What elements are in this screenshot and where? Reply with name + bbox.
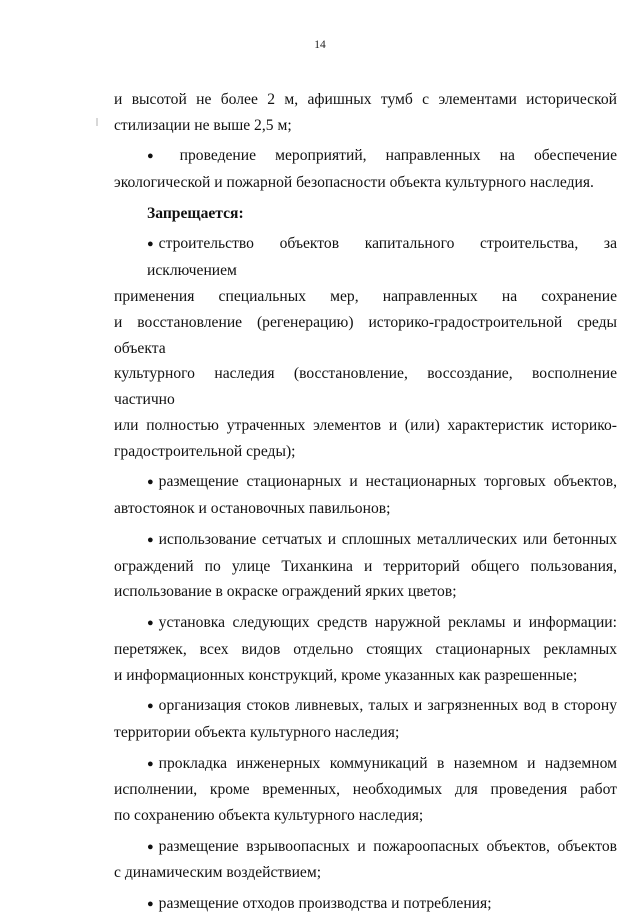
item-line: автостоянок и остановочных павильонов; (114, 500, 391, 518)
item-first-line (114, 527, 617, 554)
item-first-line (114, 751, 617, 778)
bullet-icon: ● (147, 616, 154, 629)
intro-line-1: проведение мероприятий, направленных на обеспечение (179, 147, 617, 165)
item-first-line (114, 610, 617, 637)
continuation-line-2: стилизации не выше 2,5 м; (114, 116, 292, 134)
bullet-icon: ● (147, 150, 154, 163)
item-line: культурного наследия (восстановление, воссоздание, восполнение частично (114, 365, 617, 409)
item-line: размещение отходов производства и потребления; (158, 895, 492, 913)
prohibited-item (114, 231, 617, 464)
bullet-icon: ● (147, 700, 154, 713)
item-line: прокладка инженерных коммуникаций в наземном и надземном (158, 754, 617, 772)
prohibited-item (114, 693, 617, 746)
continuation-paragraph (114, 87, 617, 139)
item-line: перетяжек, всех видов отдельно стоящих стационарных рекламных (114, 640, 617, 658)
item-line: территории объекта культурного наследия; (114, 723, 400, 741)
document-body (114, 87, 617, 923)
item-line: размещение взрывоопасных и пожароопасных объектов, объектов (158, 837, 617, 855)
item-line: строительство объектов капитального строительства, за исключением (147, 235, 617, 280)
prohibited-item (114, 834, 617, 887)
prohibited-item (114, 891, 617, 918)
item-line: по сохранению объекта культурного наследия; (114, 807, 424, 825)
item-line: или полностью утраченных элементов и (или) характеристик историко- (114, 416, 617, 434)
bullet-icon: ● (147, 238, 154, 251)
item-line: размещение стационарных и нестационарных торговых объектов, (158, 473, 617, 491)
item-line: использование сетчатых и сплошных металлических или бетонных (158, 530, 617, 548)
margin-mark (96, 118, 98, 126)
bullet-icon: ● (147, 533, 154, 546)
item-first-line (114, 891, 617, 918)
bullet-icon: ● (147, 898, 154, 911)
item-first-line (114, 834, 617, 861)
prohibited-item (114, 527, 617, 605)
intro-first-line (114, 143, 617, 170)
bullet-icon: ● (147, 476, 154, 489)
item-first-line (114, 693, 617, 720)
prohibited-item (114, 469, 617, 522)
intro-bullet-item (114, 143, 617, 196)
item-line: исполнении, кроме временных, необходимых для проведения работ (114, 781, 617, 799)
bullet-icon: ● (147, 757, 154, 770)
item-line: организация стоков ливневых, талых и загрязненных вод в сторону (158, 697, 617, 715)
item-line: установка следующих средств наружной рекламы и информации: (158, 613, 617, 631)
prohibited-item (114, 610, 617, 688)
intro-line-2: экологической и пожарной безопасности объекта культурного наследия. (114, 174, 594, 192)
page-number: 14 (314, 39, 326, 51)
item-line: градостроительной среды); (114, 442, 296, 460)
bullet-icon: ● (147, 840, 154, 853)
continuation-line-1: и высотой не более 2 м, афишных тумб с элементами исторической (114, 91, 617, 108)
item-line: использование в окраске ограждений ярких цветов; (114, 583, 457, 601)
item-line: ограждений по улице Тиханкина и территорий общего пользования, (114, 557, 617, 575)
item-first-line (114, 469, 617, 496)
item-line: с динамическим воздействием; (114, 864, 322, 882)
prohibited-heading: Запрещается: (147, 204, 244, 222)
prohibited-item (114, 751, 617, 829)
item-line: и восстановление (регенерацию) историко-градостроительной среды объекта (114, 313, 617, 357)
item-line: применения специальных мер, направленных на сохранение (114, 287, 617, 305)
item-line: и информационных конструкций, кроме указанных как разрешенные; (114, 666, 578, 684)
item-first-line (114, 231, 617, 284)
